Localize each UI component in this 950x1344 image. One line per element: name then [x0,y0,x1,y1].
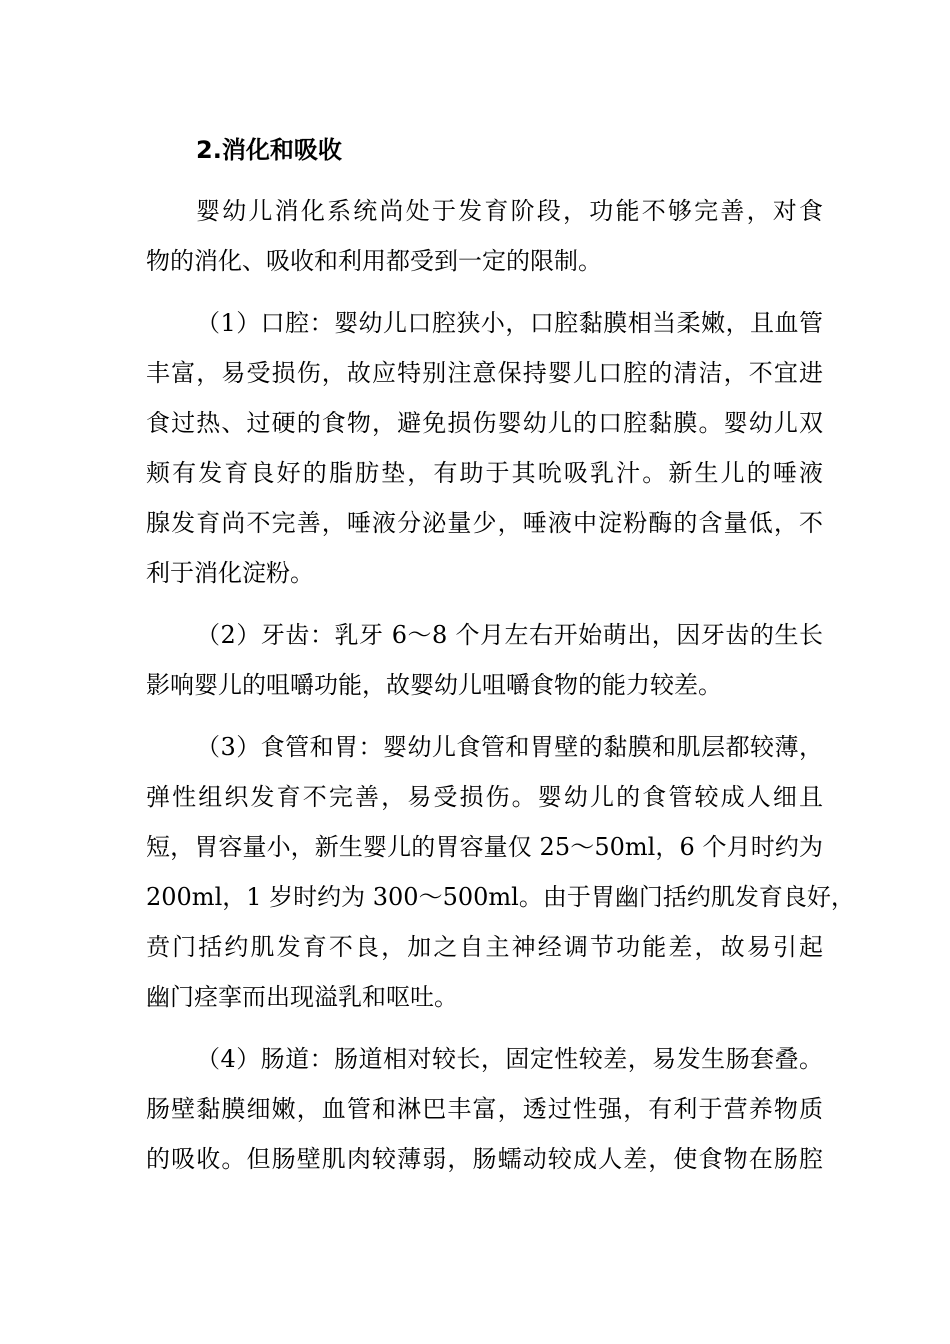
paragraph-stomach-line-3: 短，胃容量小，新生婴儿的胃容量仅 25～50ml，6 个月时约为 [146,833,823,861]
paragraph-intestine-line-3: 的吸收。但肠壁肌肉较薄弱，肠蠕动较成人差，使食物在肠腔 [146,1145,823,1173]
paragraph-intestine-line-1: （4）肠道：肠道相对较长，固定性较差，易发生肠套叠。 [196,1045,823,1073]
paragraph-teeth-line-2: 影响婴儿的咀嚼功能，故婴幼儿咀嚼食物的能力较差。 [146,671,722,699]
paragraph-stomach-line-2: 弹性组织发育不完善，易受损伤。婴幼儿的食管较成人细且 [146,783,823,811]
paragraph-intestine-line-2: 肠壁黏膜细嫩，血管和淋巴丰富，透过性强，有利于营养物质 [146,1095,823,1123]
paragraph-intro-line-1: 婴幼儿消化系统尚处于发育阶段，功能不够完善，对食 [196,197,823,225]
paragraph-stomach-line-5: 贲门括约肌发育不良，加之自主神经调节功能差，故易引起 [146,933,823,961]
paragraph-stomach-line-1: （3）食管和胃：婴幼儿食管和胃壁的黏膜和肌层都较薄， [196,733,823,761]
paragraph-oral-line-6: 利于消化淀粉。 [146,559,314,587]
paragraph-teeth-line-1: （2）牙齿：乳牙 6～8 个月左右开始萌出，因牙齿的生长 [196,621,823,649]
paragraph-oral-line-4: 颊有发育良好的脂肪垫，有助于其吮吸乳汁。新生儿的唾液 [146,459,823,487]
paragraph-oral-line-2: 丰富，易受损伤，故应特别注意保持婴儿口腔的清洁，不宜进 [146,359,823,387]
paragraph-intro-line-2: 物的消化、吸收和利用都受到一定的限制。 [146,247,602,275]
paragraph-oral-line-1: （1）口腔：婴幼儿口腔狭小，口腔黏膜相当柔嫩，且血管 [196,309,823,337]
section-heading: 2.消化和吸收 [196,136,342,164]
paragraph-oral-line-3: 食过热、过硬的食物，避免损伤婴幼儿的口腔黏膜。婴幼儿双 [146,409,823,437]
paragraph-stomach-line-4: 200ml，1 岁时约为 300～500ml。由于胃幽门括约肌发育良好， [146,883,855,911]
paragraph-stomach-line-6: 幽门痉挛而出现溢乳和呕吐。 [146,983,458,1011]
paragraph-oral-line-5: 腺发育尚不完善，唾液分泌量少，唾液中淀粉酶的含量低，不 [146,509,823,537]
